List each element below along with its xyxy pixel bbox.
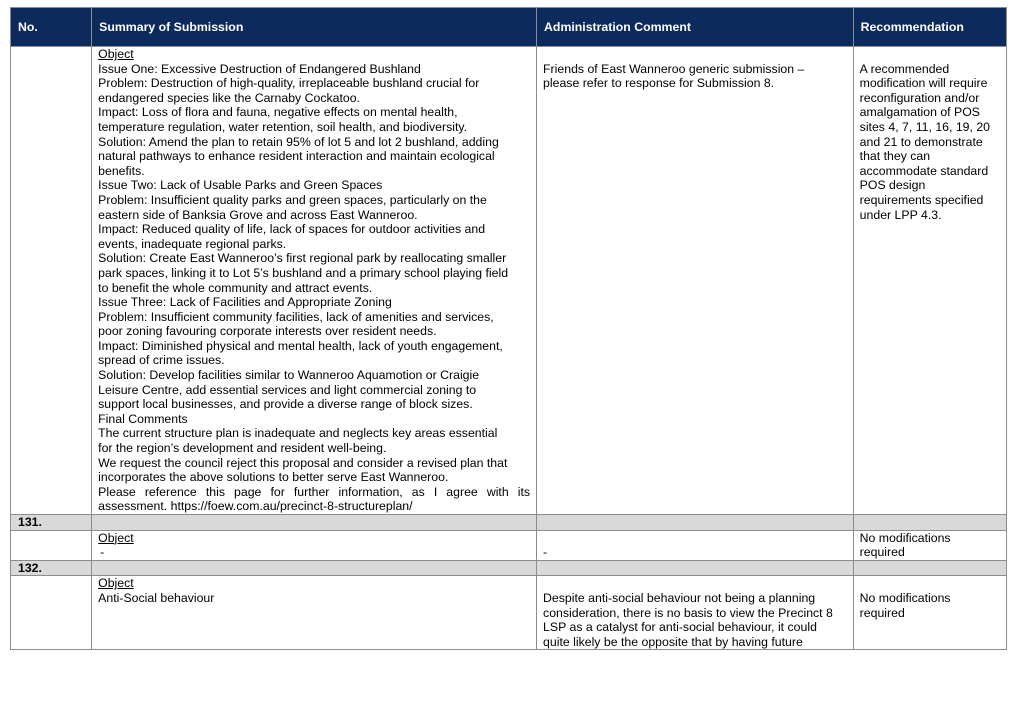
admin-line: LSP as a catalyst for anti-social behaviour, it could — [543, 620, 817, 635]
submission-130-detail-row — [11, 47, 1007, 515]
submission-130-object-label: Object — [98, 47, 134, 61]
submission-130-summary — [92, 47, 537, 515]
summary-line: Solution: Develop facilities similar to Wanneroo Aquamotion or Craigie — [98, 368, 480, 383]
summary-line: poor zoning favouring corporate interests over resident needs. — [98, 324, 437, 339]
submission-132-summary — [92, 576, 537, 650]
rec-line: required — [859, 605, 905, 620]
submission-131-admin-comment — [537, 530, 854, 560]
submission-131-number-row — [11, 515, 1007, 531]
submission-number: 132. — [11, 560, 92, 576]
summary-line: Solution: Create East Wanneroo’s first regional park by reallocating smaller — [98, 251, 507, 266]
admin-line: quite likely be the opposite that by having future — [543, 634, 803, 649]
summary-line: Anti-Social behaviour — [98, 590, 215, 605]
summary-line: Solution: Amend the plan to retain 95% of lot 5 and lot 2 bushland, adding — [98, 134, 499, 149]
rec-line: that they can — [859, 149, 931, 164]
submission-131-recommendation — [853, 530, 1006, 560]
admin-line: Despite anti-social behaviour not being a planning — [543, 590, 816, 605]
admin-line: please refer to response for Submission 8. — [543, 76, 775, 91]
header-admin-comment: Administration Comment — [537, 8, 854, 47]
submission-131-object-label: Object — [98, 530, 134, 545]
rec-line: modification will require — [859, 76, 988, 91]
table-header-row — [11, 8, 1007, 47]
submission-131-summary — [92, 530, 537, 560]
summary-line: Problem: Insufficient community facilities, lack of amenities and services, — [98, 309, 494, 324]
summary-line: Impact: Diminished physical and mental health, lack of youth engagement, — [98, 338, 503, 353]
header-recommendation: Recommendation — [853, 8, 1006, 47]
summary-line: Issue One: Excessive Destruction of Endangered Bushland — [98, 61, 421, 76]
summary-line: temperature regulation, water retention, soil health, and biodiversity. — [98, 119, 468, 134]
summary-line: Impact: Loss of flora and fauna, negative effects on mental health, — [98, 105, 458, 120]
summary-line: incorporates the above solutions to better serve East Wanneroo. — [98, 470, 449, 485]
submission-130-admin-comment — [537, 47, 854, 515]
summary-line: natural pathways to enhance resident interaction and maintain ecological — [98, 149, 495, 164]
submission-132-number-row — [11, 560, 1007, 576]
rec-line: amalgamation of POS — [859, 105, 980, 120]
rec-line: required — [859, 545, 905, 560]
summary-line: assessment. https://foew.com.au/precinct-8-structureplan/ — [98, 499, 413, 514]
rec-line: accommodate standard — [859, 163, 989, 178]
rec-line: and 21 to demonstrate — [859, 134, 983, 149]
submission-131-detail-row — [11, 530, 1007, 560]
submission-130-number-cell — [11, 47, 92, 515]
rec-line: under LPP 4.3. — [859, 207, 942, 222]
submission-132-object-label: Object — [98, 576, 134, 591]
header-no: No. — [11, 8, 92, 47]
summary-line: for the region’s development and resident well-being. — [98, 441, 387, 456]
summary-line: The current structure plan is inadequate and neglects key areas essential — [98, 426, 498, 441]
summary-line: Problem: Destruction of high-quality, irreplaceable bushland crucial for — [98, 76, 480, 91]
admin-line: consideration, there is no basis to view the Precinct 8 — [543, 605, 833, 620]
submission-number: 131. — [11, 515, 92, 531]
summary-line: endangered species like the Carnaby Cockatoo. — [98, 90, 360, 105]
summary-line: events, inadequate regional parks. — [98, 236, 287, 251]
summary-dash: - — [100, 545, 105, 560]
summary-line: benefits. — [98, 163, 145, 178]
submission-132-detail-row — [11, 576, 1007, 650]
summary-line: Final Comments — [98, 411, 188, 426]
submission-132-recommendation — [853, 576, 1006, 650]
summary-line: Impact: Reduced quality of life, lack of spaces for outdoor activities and — [98, 222, 486, 237]
rec-line: No modifications — [859, 530, 951, 545]
summary-line: spread of crime issues. — [98, 353, 225, 368]
rec-line: reconfiguration and/or — [859, 90, 980, 105]
rec-line: POS design — [859, 178, 926, 193]
summary-line: Problem: Insufficient quality parks and green spaces, particularly on the — [98, 192, 487, 207]
summary-line: eastern side of Banksia Grove and across East Wanneroo. — [98, 207, 418, 222]
submission-130-recommendation — [853, 47, 1006, 515]
summary-line: Leisure Centre, add essential services and light commercial zoning to — [98, 382, 477, 397]
admin-line: Friends of East Wanneroo generic submission – — [543, 61, 805, 76]
summary-line: We request the council reject this proposal and consider a revised plan that — [98, 455, 508, 470]
admin-dash: - — [543, 545, 548, 560]
submissions-table — [10, 7, 1007, 650]
summary-line: Issue Two: Lack of Usable Parks and Green Spaces — [98, 178, 383, 193]
rec-line: A recommended — [859, 61, 950, 76]
summary-line: to benefit the whole community and attract events. — [98, 280, 373, 295]
summary-line: Issue Three: Lack of Facilities and Appropriate Zoning — [98, 295, 392, 310]
rec-line: sites 4, 7, 11, 16, 19, 20 — [859, 119, 991, 134]
summary-line: Please reference this page for further information, as I agree with its — [98, 484, 531, 499]
summary-line: support local businesses, and provide a diverse range of block sizes. — [98, 397, 473, 412]
submission-132-admin-comment — [537, 576, 854, 650]
rec-line: requirements specified — [859, 192, 984, 207]
header-summary: Summary of Submission — [92, 8, 537, 47]
rec-line: No modifications — [859, 590, 951, 605]
summary-line: park spaces, linking it to Lot 5’s bushland and a primary school playing field — [98, 265, 509, 280]
